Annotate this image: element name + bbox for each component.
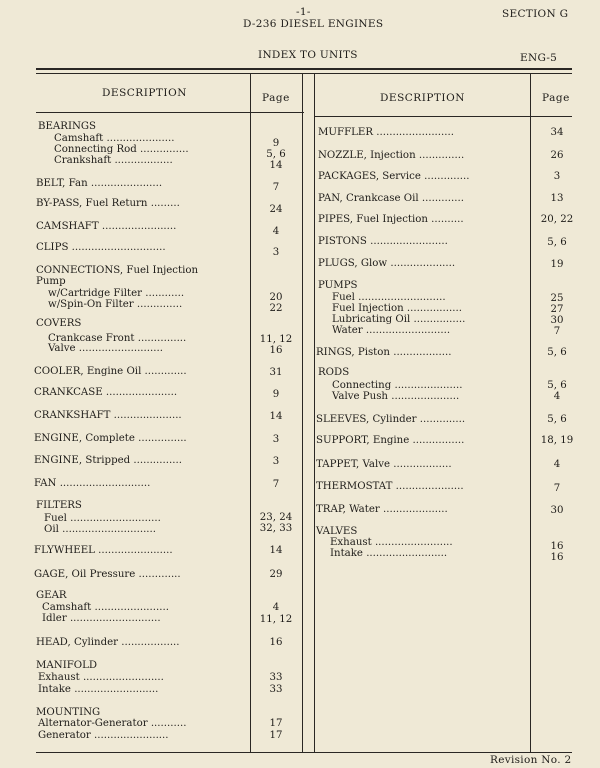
right-index-page-number: 16 — [550, 541, 564, 552]
left-index-entry: COVERS — [36, 318, 82, 329]
index-title: INDEX TO UNITS — [258, 49, 358, 61]
left-index-entry: BELT, Fan ...................... — [36, 178, 163, 189]
left-index-entry: Crankcase Front ............... — [48, 333, 187, 344]
left-index-page-number: 14 — [269, 160, 283, 171]
left-index-entry: Idler ............................ — [42, 613, 161, 624]
right-index-entry: VALVES — [316, 526, 358, 537]
right-index-page-number: 16 — [550, 552, 564, 563]
left-index-page-number: 14 — [269, 411, 283, 422]
left-index-entry: CRANKSHAFT ..................... — [34, 410, 182, 421]
left-index-page-number: 24 — [269, 204, 283, 215]
right-index-entry: PISTONS ........................ — [318, 236, 448, 247]
left-index-entry: Pump — [36, 276, 66, 287]
right-index-entry: PACKAGES, Service .............. — [318, 171, 470, 182]
left-index-page-number: 22 — [269, 303, 283, 314]
left-index-page-number: 3 — [272, 247, 280, 258]
right-index-entry: Lubricating Oil ................ — [332, 314, 466, 325]
left-index-page-number: 23, 24 — [259, 512, 293, 523]
center-divider-b — [314, 73, 315, 753]
left-index-page-number: 16 — [269, 637, 283, 648]
left-index-entry: ENGINE, Complete ............... — [34, 433, 187, 444]
right-index-entry: Fuel Injection ................. — [332, 303, 462, 314]
left-index-entry: Valve .......................... — [48, 343, 163, 354]
left-index-page-number: 9 — [272, 389, 280, 400]
left-index-entry: Intake .......................... — [38, 684, 159, 695]
right-index-page-number: 25 — [550, 293, 564, 304]
revision-label: Revision No. 2 — [490, 754, 572, 766]
right-index-entry: SLEEVES, Cylinder .............. — [316, 414, 466, 425]
table-top-rule — [36, 68, 572, 70]
right-index-entry: MUFFLER ........................ — [318, 127, 454, 138]
left-page-header: Page — [262, 92, 290, 104]
left-index-page-number: 29 — [269, 569, 283, 580]
left-index-entry: BY-PASS, Fuel Return ......... — [36, 198, 180, 209]
left-description-header: DESCRIPTION — [102, 87, 187, 99]
left-index-entry: FLYWHEEL ....................... — [34, 545, 173, 556]
left-index-entry: Camshaft ....................... — [42, 602, 169, 613]
document-title: D-236 DIESEL ENGINES — [243, 18, 384, 30]
left-index-entry: GAGE, Oil Pressure ............. — [34, 569, 181, 580]
right-index-entry: PAN, Crankcase Oil ............. — [318, 193, 464, 204]
left-header-rule — [36, 112, 304, 113]
left-index-entry: BEARINGS — [38, 121, 97, 132]
right-index-page-number: 4 — [553, 391, 561, 402]
left-index-entry: FAN ............................ — [34, 478, 151, 489]
right-page-header: Page — [542, 92, 570, 104]
left-index-page-number: 3 — [272, 456, 280, 467]
left-index-entry: Camshaft ..................... — [54, 133, 175, 144]
right-index-page-number: 34 — [550, 127, 564, 138]
left-index-entry: Oil ............................. — [44, 524, 157, 535]
right-index-page-number: 7 — [553, 483, 561, 494]
left-index-entry: CLIPS ............................. — [36, 242, 166, 253]
left-index-page-number: 20 — [269, 292, 283, 303]
left-index-entry: ENGINE, Stripped ............... — [34, 455, 182, 466]
center-divider-a — [302, 73, 303, 753]
right-index-entry: Fuel ........................... — [332, 292, 446, 303]
left-index-entry: Connecting Rod ............... — [54, 144, 189, 155]
left-index-entry: FILTERS — [36, 500, 82, 511]
left-index-page-number: 4 — [272, 602, 280, 613]
left-index-page-number: 4 — [272, 226, 280, 237]
doc-code: ENG-5 — [520, 52, 558, 64]
right-index-entry: Exhaust ........................ — [330, 537, 453, 548]
right-index-entry: NOZZLE, Injection .............. — [318, 150, 465, 161]
right-index-page-number: 27 — [550, 304, 564, 315]
right-index-entry: Intake ......................... — [330, 548, 448, 559]
table-top-rule-thin — [36, 73, 572, 74]
left-index-page-number: 11, 12 — [259, 614, 293, 625]
right-index-page-number: 4 — [553, 459, 561, 470]
left-index-entry: CRANKCASE ...................... — [34, 387, 178, 398]
left-index-page-number: 32, 33 — [259, 523, 293, 534]
right-index-page-number: 5, 6 — [547, 380, 567, 391]
left-index-entry: COOLER, Engine Oil ............. — [34, 366, 187, 377]
right-index-page-number: 20, 22 — [540, 214, 574, 225]
left-index-entry: Generator ....................... — [38, 730, 169, 741]
right-index-page-number: 5, 6 — [547, 414, 567, 425]
right-index-entry: Water .......................... — [332, 325, 451, 336]
left-index-page-number: 33 — [269, 672, 283, 683]
page-number: -1- — [296, 6, 311, 18]
left-index-page-number: 3 — [272, 434, 280, 445]
left-index-entry: w/Cartridge Filter ............ — [48, 288, 185, 299]
right-page-divider — [530, 73, 531, 753]
left-index-page-number: 5, 6 — [266, 149, 286, 160]
right-index-entry: RODS — [318, 367, 350, 378]
left-index-entry: Crankshaft .................. — [54, 155, 173, 166]
left-index-page-number: 14 — [269, 545, 283, 556]
left-index-entry: CONNECTIONS, Fuel Injection — [36, 265, 199, 276]
left-index-entry: GEAR — [36, 590, 67, 601]
left-index-entry: MANIFOLD — [36, 660, 98, 671]
right-index-entry: TAPPET, Valve .................. — [316, 459, 452, 470]
right-index-entry: Connecting ..................... — [332, 380, 463, 391]
table-bottom-rule — [36, 752, 572, 753]
left-index-entry: Exhaust ......................... — [38, 672, 164, 683]
right-index-entry: SUPPORT, Engine ................ — [316, 435, 465, 446]
right-index-entry: TRAP, Water .................... — [316, 504, 448, 515]
right-header-rule — [314, 116, 572, 117]
left-index-entry: Fuel ............................ — [44, 513, 161, 524]
left-index-entry: w/Spin-On Filter .............. — [48, 299, 183, 310]
right-index-page-number: 30 — [550, 505, 564, 516]
right-index-page-number: 18, 19 — [540, 435, 574, 446]
right-description-header: DESCRIPTION — [380, 92, 465, 104]
left-index-page-number: 17 — [269, 718, 283, 729]
right-index-entry: RINGS, Piston .................. — [316, 347, 452, 358]
right-index-page-number: 5, 6 — [547, 237, 567, 248]
left-index-entry: CAMSHAFT ....................... — [36, 221, 177, 232]
right-index-entry: Valve Push ..................... — [332, 391, 460, 402]
left-index-page-number: 17 — [269, 730, 283, 741]
right-index-page-number: 3 — [553, 171, 561, 182]
left-index-entry: Alternator-Generator ........... — [38, 718, 187, 729]
section-label: SECTION G — [502, 8, 569, 20]
left-index-page-number: 7 — [272, 479, 280, 490]
right-index-page-number: 13 — [550, 193, 564, 204]
right-index-page-number: 26 — [550, 150, 564, 161]
right-index-page-number: 19 — [550, 259, 564, 270]
right-index-entry: PIPES, Fuel Injection .......... — [318, 214, 464, 225]
right-index-entry: PLUGS, Glow .................... — [318, 258, 456, 269]
left-index-page-number: 7 — [272, 182, 280, 193]
left-index-page-number: 9 — [272, 138, 280, 149]
left-index-page-number: 33 — [269, 684, 283, 695]
left-index-entry: MOUNTING — [36, 707, 101, 718]
right-index-entry: THERMOSTAT ..................... — [316, 481, 464, 492]
left-index-page-number: 31 — [269, 367, 283, 378]
right-index-page-number: 5, 6 — [547, 347, 567, 358]
right-index-page-number: 30 — [550, 315, 564, 326]
right-index-page-number: 7 — [553, 326, 561, 337]
left-index-page-number: 11, 12 — [259, 334, 293, 345]
left-index-entry: HEAD, Cylinder .................. — [36, 637, 180, 648]
right-index-entry: PUMPS — [318, 280, 358, 291]
left-index-page-number: 16 — [269, 345, 283, 356]
